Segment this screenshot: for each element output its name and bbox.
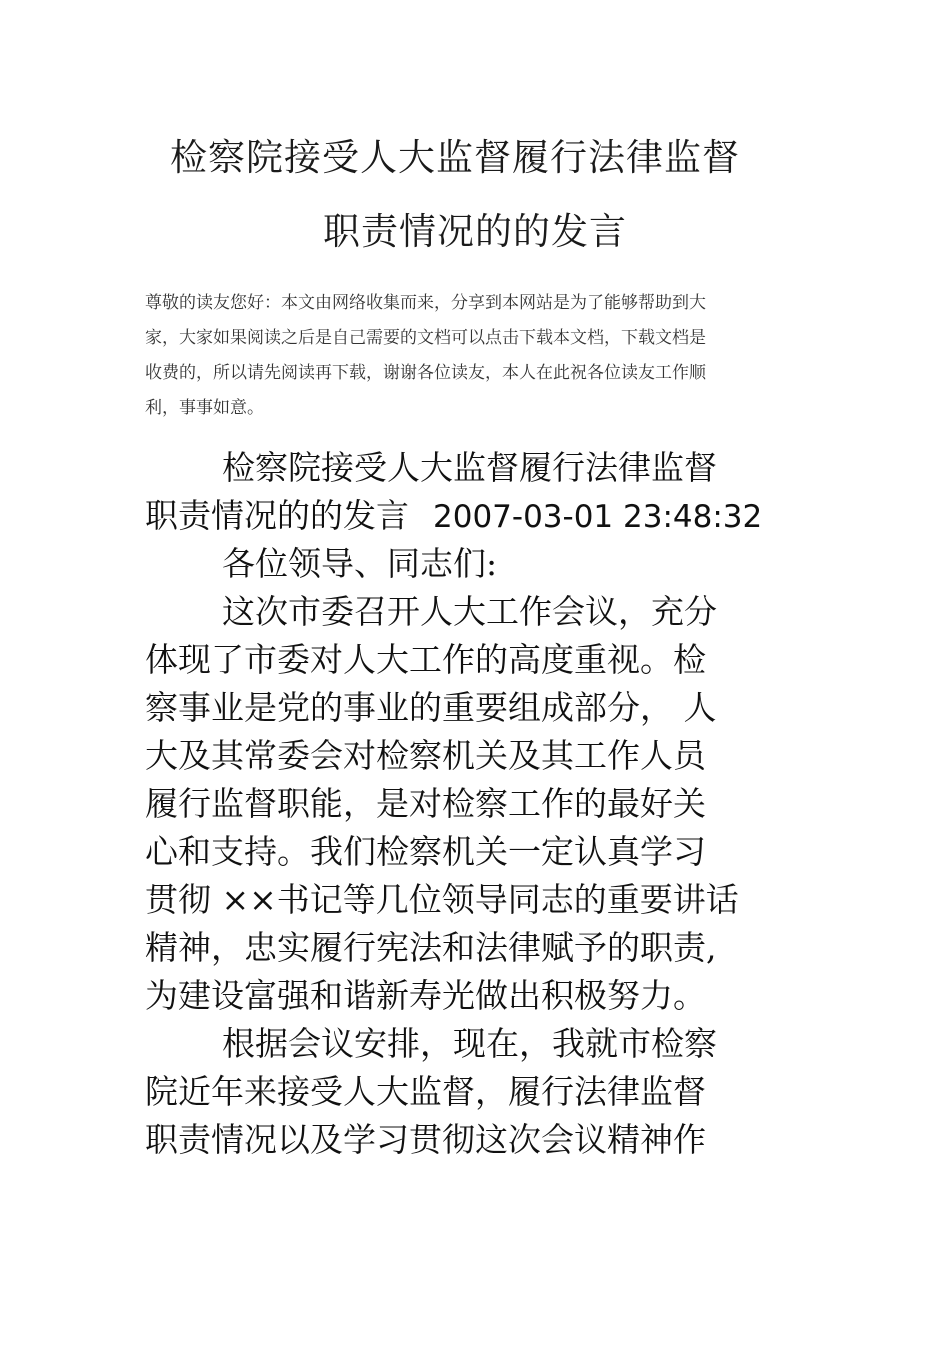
- notice-line: 家，大家如果阅读之后是自己需要的文档可以点击下载本文档，下载文档是: [145, 328, 706, 348]
- post-datetime: 2007-03-01 23:48:32: [433, 499, 763, 535]
- document-body: [145, 444, 815, 1164]
- document-title-line-1: 检察院接受人大监督履行法律监督: [170, 136, 740, 179]
- paragraph-1-line: 贯彻 ××书记等几位领导同志的重要讲话: [145, 880, 739, 919]
- notice-line: 收费的，所以请先阅读再下载，谢谢各位读友，本人在此祝各位读友工作顺: [145, 363, 706, 383]
- paragraph-1-line: 心和支持。我们检察机关一定认真学习: [145, 832, 706, 871]
- paragraph-2-line: 职责情况以及学习贯彻这次会议精神作: [145, 1120, 706, 1159]
- paragraph-1-line: 为建设富强和谐新寿光做出积极努力。: [145, 976, 706, 1015]
- header-title-part: 职责情况的的发言: [145, 496, 409, 535]
- header-line-1: 检察院接受人大监督履行法律监督: [222, 448, 717, 487]
- paragraph-1-line: 体现了市委对人大工作的高度重视。检: [145, 640, 706, 679]
- notice-line: 尊敬的读友您好：本文由网络收集而来，分享到本网站是为了能够帮助到大: [145, 293, 706, 313]
- paragraph-2-line: 根据会议安排，现在，我就市检察: [222, 1024, 717, 1063]
- paragraph-1-line: 履行监督职能，是对检察工作的最好关: [145, 784, 706, 823]
- header-line-2: [145, 492, 815, 540]
- paragraph-1-line: 察事业是党的事业的重要组成部分， 人: [145, 688, 717, 727]
- notice-line: 利，事事如意。: [145, 398, 264, 418]
- paragraph-2-line: 院近年来接受人大监督，履行法律监督: [145, 1072, 706, 1111]
- paragraph-1-line: 精神，忠实履行宪法和法律赋予的职责,: [145, 928, 717, 967]
- salutation: 各位领导、同志们:: [222, 544, 498, 583]
- paragraph-1-line: 这次市委召开人大工作会议，充分: [222, 592, 717, 631]
- reader-notice: [145, 286, 805, 426]
- paragraph-1-line: 大及其常委会对检察机关及其工作人员: [145, 736, 706, 775]
- document-title-line-2: 职责情况的的发言: [323, 210, 627, 253]
